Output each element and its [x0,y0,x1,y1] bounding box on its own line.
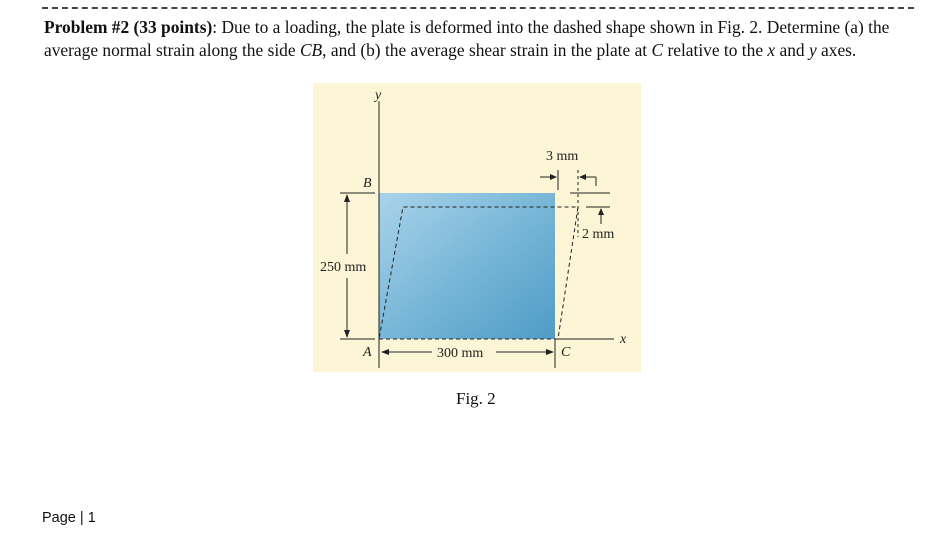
problem-text-5: axes. [816,40,857,60]
point-c-label: C [651,40,664,60]
vertical-shift-label: 2 mm [582,227,615,242]
shift-arrow-left [550,174,557,180]
vshift-arrow [598,208,604,215]
problem-text-4: and [775,40,809,60]
y-axis-ref: y [808,40,817,60]
problem-colon: : [212,17,218,37]
width-dimension-label: 300 mm [437,346,484,361]
height-dimension-label: 250 mm [320,260,367,275]
problem-text-3: relative to the [663,40,768,60]
problem-heading: Problem #2 (33 points) [44,17,213,37]
height-arrow-up [344,194,350,202]
shift-arrow-right [579,174,586,180]
point-c-figure-label: C [561,345,571,360]
x-axis-label: x [620,332,627,347]
figure-caption: Fig. 2 [456,389,496,408]
point-a-label: A [363,345,372,360]
point-b-label: B [363,176,372,191]
width-arrow-right [546,349,554,355]
horizontal-shift-label: 3 mm [546,149,579,164]
width-arrow-left [381,349,389,355]
page-footer: Page | 1 [42,510,96,526]
height-arrow-down [344,330,350,338]
y-axis-label: y [375,88,382,103]
side-cb-label: CB [299,40,323,60]
problem-text-2: , and (b) the average shear strain in the plate at [322,40,652,60]
problem-text-1: Due to a loading, the plate is deformed into the dashed shape shown in Fig. 2. Determine (a) the average normal strain along the side [44,17,890,60]
x-axis-ref: x [767,40,776,60]
plate [379,193,555,339]
